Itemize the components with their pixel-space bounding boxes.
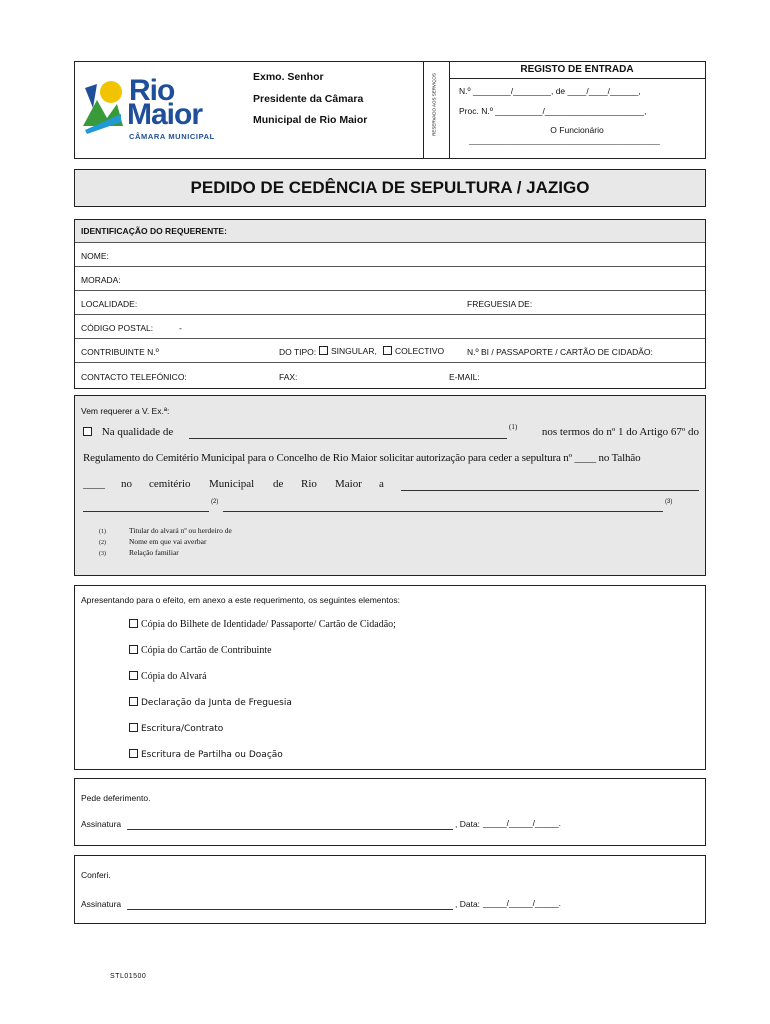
header-box (74, 61, 706, 159)
request-line-1 (83, 423, 699, 438)
annex-label-1: Cópia do Bilhete de Identidade/ Passaporte/ Cartão de Cidadão; (141, 619, 396, 630)
singular-checkbox[interactable] (319, 346, 328, 355)
reserved-separator (423, 62, 424, 158)
registo-funcionario-line: _________________________________________________ (469, 138, 660, 145)
row-contacto[interactable] (75, 362, 705, 389)
word-maior: Maior (335, 478, 362, 490)
pede-box (74, 778, 706, 846)
rio-maior-logo (83, 76, 243, 146)
cede-a-field[interactable] (401, 478, 699, 491)
identification-box (74, 219, 706, 389)
address-line-3: Municipal de Rio Maior (253, 114, 368, 126)
annex-item-alvara[interactable] (129, 671, 207, 682)
qualidade-label: Na qualidade de (101, 426, 174, 438)
note-3-sup: (3) (665, 499, 673, 505)
talhao-blank[interactable]: ____ (83, 478, 105, 490)
annex-checkbox-3[interactable] (129, 671, 138, 680)
label-fax: FAX: (279, 372, 298, 382)
annex-label-4: Declaração da Junta de Freguesia (141, 698, 292, 708)
logo-word-rio: Rio (129, 74, 175, 107)
word-de: de (273, 478, 284, 490)
annex-label-3: Cópia do Alvará (141, 671, 207, 682)
note-3: (3) Relação familiar (99, 548, 179, 557)
logo-emblem-icon (83, 78, 123, 134)
annex-checkbox-4[interactable] (129, 697, 138, 706)
pede-data-label: , Data: (455, 819, 481, 829)
row-localidade[interactable] (75, 290, 705, 315)
annex-label-6: Escritura de Partilha ou Doação (141, 750, 283, 760)
logo-word-maior: Maior (127, 98, 203, 131)
annex-label-2: Cópia do Cartão de Contribuinte (141, 645, 272, 656)
pede-date-field[interactable]: _____/_____/_____. (483, 818, 561, 828)
registo-proc: Proc. N.º __________/_____________________, (459, 106, 647, 116)
annex-intro: Apresentando para o efeito, em anexo a este requerimento, os seguintes elementos: (81, 595, 400, 605)
reserved-label: RESERVADO AOS SERVIÇOS (431, 73, 437, 136)
notes-list (99, 526, 232, 559)
averbar-field[interactable] (83, 500, 209, 512)
row-contribuinte (75, 338, 705, 363)
registo-funcionario: O Funcionário (550, 125, 604, 135)
label-freguesia: FREGUESIA DE: (467, 299, 533, 309)
label-codigo-postal: CÓDIGO POSTAL: (81, 323, 154, 333)
label-localidade: LOCALIDADE: (81, 299, 138, 309)
address-line-2: Presidente da Câmara (253, 93, 364, 105)
note-1: (1) Titular do alvará nº ou herdeiro de (99, 526, 232, 535)
annex-checkbox-2[interactable] (129, 645, 138, 654)
ident-heading: IDENTIFICAÇÃO DO REQUERENTE: (75, 220, 705, 242)
qualidade-checkbox[interactable] (83, 427, 92, 436)
title-box (74, 169, 706, 207)
colectivo-label: COLECTIVO (395, 346, 445, 356)
request-intro: Vem requerer a V. Ex.ª: (81, 406, 170, 416)
conferi-assinatura-label: Assinatura (81, 899, 122, 909)
annex-label-5: Escritura/Contrato (141, 724, 224, 734)
footer-code: STL01500 (110, 973, 147, 980)
annex-item-junta[interactable] (129, 697, 292, 708)
logo-subtitle: CÂMARA MUNICIPAL (129, 132, 215, 141)
label-contribuinte: CONTRIBUINTE N.º (81, 347, 159, 357)
request-text-1b: nos termos do nº 1 do Artigo 67º do (541, 426, 699, 438)
registo-title: REGISTO DE ENTRADA (449, 62, 705, 79)
pede-assinatura-label: Assinatura (81, 819, 122, 829)
conferi-label: Conferi. (81, 870, 111, 880)
request-line-4 (83, 500, 699, 514)
row-nome[interactable] (75, 242, 705, 267)
request-box (74, 395, 706, 576)
annex-checkbox-6[interactable] (129, 749, 138, 758)
conferi-date-field[interactable]: _____/_____/_____. (483, 898, 561, 908)
word-municipal: Municipal (209, 478, 255, 490)
conferi-box (74, 855, 706, 924)
pede-signature-field[interactable] (127, 820, 453, 830)
annex-checkbox-5[interactable] (129, 723, 138, 732)
note-1-sup: (1) (509, 423, 518, 431)
label-email: E-MAIL: (449, 372, 480, 382)
registo-number: N.º ________/________, de ____/____/______, (459, 86, 641, 96)
label-nome: NOME: (81, 251, 109, 261)
annex-item-escritura[interactable] (129, 723, 223, 734)
annex-item-contribuinte[interactable] (129, 645, 272, 656)
note-2: (2) Nome em que vai averbar (99, 537, 207, 546)
conferi-data-label: , Data: (455, 899, 481, 909)
relacao-field[interactable] (223, 500, 663, 512)
annex-item-bi[interactable] (129, 619, 396, 630)
annex-box (74, 585, 706, 770)
note-2-sup: (2) (211, 499, 219, 505)
row-codigo-postal[interactable] (75, 314, 705, 339)
label-tipo: DO TIPO: (279, 347, 317, 357)
annex-checkbox-1[interactable] (129, 619, 138, 628)
word-a: a (379, 478, 384, 490)
row-morada[interactable] (75, 266, 705, 291)
singular-option[interactable] (319, 346, 377, 356)
word-rio: Rio (301, 478, 317, 490)
pede-label: Pede deferimento. (81, 793, 151, 803)
label-morada: MORADA: (81, 275, 121, 285)
postal-dash: - (179, 323, 182, 333)
singular-label: SINGULAR, (331, 346, 377, 356)
page-title: PEDIDO DE CEDÊNCIA DE SEPULTURA / JAZIGO (190, 178, 590, 197)
address-line-1: Exmo. Senhor (253, 71, 324, 83)
annex-item-partilha[interactable] (129, 749, 283, 760)
colectivo-option[interactable] (383, 346, 444, 356)
request-line-2: Regulamento do Cemitério Municipal para o Concelho de Rio Maior solicitar autorização para ceder a sepultura nº ____ no Talhão (83, 452, 641, 464)
word-cemiterio: cemitério (149, 478, 191, 490)
label-bi: N.º BI / PASSAPORTE / CARTÃO DE CIDADÃO: (467, 347, 653, 357)
word-no: no (121, 478, 132, 490)
label-contacto: CONTACTO TELEFÓNICO: (81, 372, 187, 382)
colectivo-checkbox[interactable] (383, 346, 392, 355)
conferi-signature-field[interactable] (127, 900, 453, 910)
qualidade-field[interactable] (189, 426, 507, 439)
